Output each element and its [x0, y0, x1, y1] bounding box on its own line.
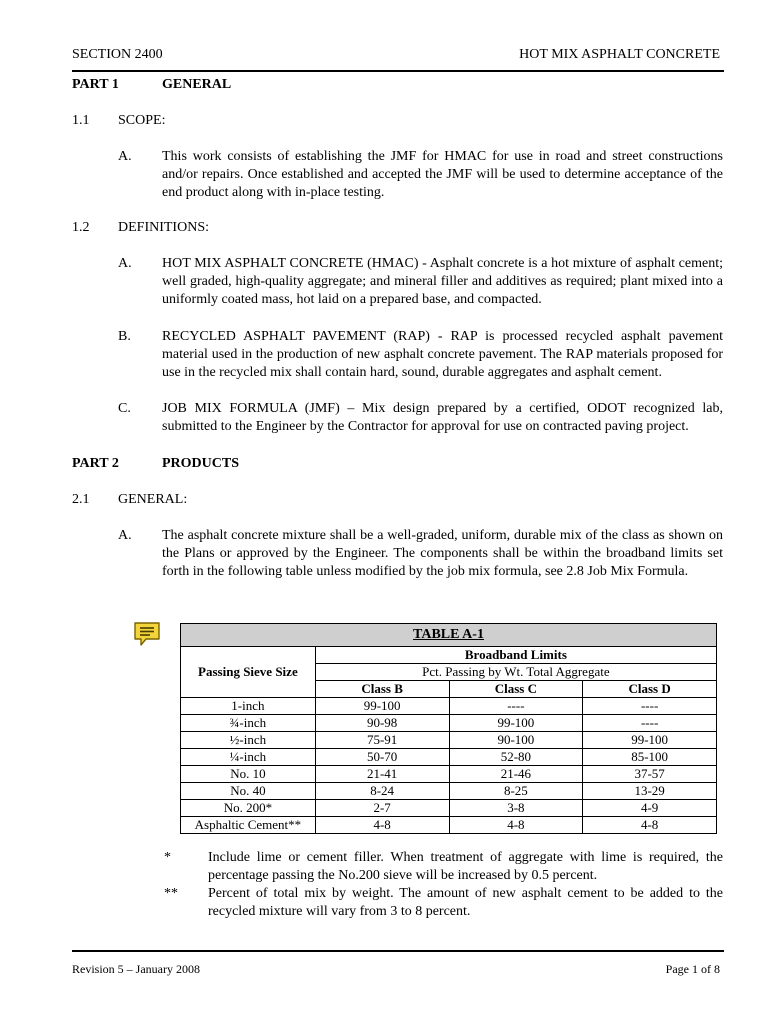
footer-rule [72, 950, 724, 952]
sieve-size-cell: ¼-inch [181, 749, 316, 766]
table-row [181, 732, 717, 749]
limit-cell: 4-9 [583, 800, 717, 817]
table-row [181, 698, 717, 715]
section-2-1-title: GENERAL: [118, 492, 188, 507]
part1-label: PART 1 [72, 77, 119, 92]
limit-cell: 50-70 [315, 749, 449, 766]
general-a-label: A. [118, 528, 132, 543]
part2-title: PRODUCTS [162, 456, 240, 471]
class-b-header: Class B [315, 681, 449, 698]
def-a-text: HOT MIX ASPHALT CONCRETE (HMAC) - Asphalt concrete is a hot mixture of asphalt cement; well graded, high-quality aggregate; and mineral filler and additives as required; plant mixed into a uniformly coated mass, hot laid on a prepared base, and compacted. [162, 256, 723, 307]
sieve-size-cell: No. 10 [181, 766, 316, 783]
sieve-size-cell: No. 40 [181, 783, 316, 800]
table-row [181, 749, 717, 766]
table-row [181, 715, 717, 732]
def-c-text: JOB MIX FORMULA (JMF) – Mix design prepared by a certified, ODOT recognized lab, submitted to the Engineer by the Contractor for approval for use on contracted paving project. [162, 401, 723, 434]
limit-cell: 85-100 [583, 749, 717, 766]
footnote-1-text: Include lime or cement filler. When treatment of aggregate with lime is required, the percentage passing the No.200 sieve will be increased by 0.5 percent. [208, 850, 723, 883]
limit-cell: 99-100 [449, 715, 583, 732]
limit-cell: 13-29 [583, 783, 717, 800]
limit-cell: 52-80 [449, 749, 583, 766]
table-row [181, 800, 717, 817]
def-b-text: RECYCLED ASPHALT PAVEMENT (RAP) - RAP is processed recycled asphalt pavement material used in the production of new asphalt concrete pavement. The RAP materials proposed for use in the recycled mix shall contain hard, sound, durable aggregates and asphalt cement. [162, 329, 723, 380]
def-b-label: B. [118, 329, 131, 344]
limit-cell: 4-8 [449, 817, 583, 834]
class-d-header: Class D [583, 681, 717, 698]
sieve-size-cell: 1-inch [181, 698, 316, 715]
table-row [181, 783, 717, 800]
section-2-1-number: 2.1 [72, 492, 90, 507]
revision-label: Revision 5 – January 2008 [72, 962, 200, 976]
limit-cell: 2-7 [315, 800, 449, 817]
footnote-2-mark: ** [164, 886, 178, 901]
part2-label: PART 2 [72, 456, 119, 471]
section-1-1-title: SCOPE: [118, 113, 166, 128]
limit-cell: 90-100 [449, 732, 583, 749]
limit-cell: 3-8 [449, 800, 583, 817]
sieve-size-cell: Asphaltic Cement** [181, 817, 316, 834]
general-a-text: The asphalt concrete mixture shall be a well-graded, uniform, durable mix of the class as shown on the Plans or approved by the Engineer. The components shall be within the broadband limits set forth in the following table unless modified by the job mix formula, see 2.8 Job Mix Formula. [162, 528, 723, 579]
section-title: HOT MIX ASPHALT CONCRETE [519, 47, 720, 62]
limit-cell: 75-91 [315, 732, 449, 749]
part1-title: GENERAL [162, 77, 232, 92]
header-rule [72, 70, 724, 72]
limit-cell: 90-98 [315, 715, 449, 732]
limit-cell: ---- [583, 715, 717, 732]
limit-cell: 99-100 [315, 698, 449, 715]
table-a-1 [180, 623, 717, 834]
limit-cell: 21-46 [449, 766, 583, 783]
section-1-1-number: 1.1 [72, 113, 90, 128]
pct-passing-header: Pct. Passing by Wt. Total Aggregate [315, 664, 716, 681]
footnote-1-mark: * [164, 850, 171, 865]
limit-cell: 21-41 [315, 766, 449, 783]
note-icon[interactable] [132, 620, 162, 648]
sieve-size-cell: ½-inch [181, 732, 316, 749]
limit-cell: 4-8 [315, 817, 449, 834]
table-row [181, 766, 717, 783]
limit-cell: 8-24 [315, 783, 449, 800]
limit-cell: ---- [449, 698, 583, 715]
table-title: TABLE A-1 [181, 624, 717, 647]
limit-cell: 99-100 [583, 732, 717, 749]
limit-cell: 8-25 [449, 783, 583, 800]
sieve-size-cell: No. 200* [181, 800, 316, 817]
class-c-header: Class C [449, 681, 583, 698]
sieve-size-header: Passing Sieve Size [181, 647, 316, 698]
footnote-2-text: Percent of total mix by weight. The amount of new asphalt cement to be added to the recycled mixture will vary from 3 to 8 percent. [208, 886, 723, 919]
limit-cell: ---- [583, 698, 717, 715]
scope-a-text: This work consists of establishing the JMF for HMAC for use in road and street constructions and/or repairs. Once established and accepted the JMF will be used to determine acceptance of the end product along with in-place testing. [162, 149, 723, 200]
page-number: Page 1 of 8 [665, 962, 720, 976]
section-1-2-number: 1.2 [72, 220, 90, 235]
limit-cell: 37-57 [583, 766, 717, 783]
limit-cell: 4-8 [583, 817, 717, 834]
scope-a-label: A. [118, 149, 132, 164]
def-a-label: A. [118, 256, 132, 271]
def-c-label: C. [118, 401, 131, 416]
broadband-header: Broadband Limits [315, 647, 716, 664]
section-1-2-title: DEFINITIONS: [118, 220, 209, 235]
sieve-size-cell: ¾-inch [181, 715, 316, 732]
section-number: SECTION 2400 [72, 47, 163, 62]
table-row [181, 817, 717, 834]
